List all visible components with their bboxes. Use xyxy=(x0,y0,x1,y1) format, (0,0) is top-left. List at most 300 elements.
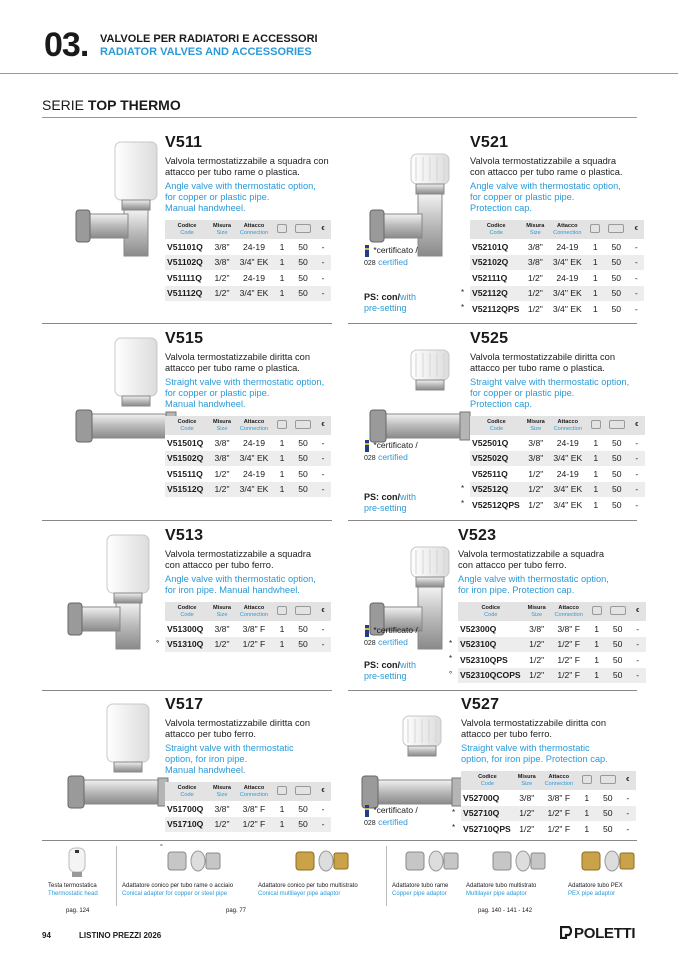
product-code: * V52310Q xyxy=(458,637,524,653)
size: 3/8" xyxy=(209,239,235,255)
box-icon xyxy=(582,775,592,784)
price-list-label: LISTINO PREZZI 2026 xyxy=(79,931,162,940)
col-pack-carton xyxy=(291,416,315,435)
carton-qty: 50 xyxy=(291,621,315,637)
carton-qty: 50 xyxy=(605,435,629,451)
col-connection: Attacco Connection xyxy=(235,220,273,239)
code-marker: * xyxy=(452,807,456,817)
table-row xyxy=(165,482,331,498)
table-row xyxy=(165,255,331,271)
price: - xyxy=(315,270,331,286)
carton-qty: 50 xyxy=(606,637,630,653)
product-table xyxy=(461,416,645,513)
size: 3/8" xyxy=(522,255,548,271)
table-row xyxy=(458,652,646,668)
description-en: Angle valve with thermostatic option, for iron pipe. Manual handwheel. xyxy=(165,574,316,595)
col-price: € xyxy=(315,782,331,801)
connection: 24-19 xyxy=(235,435,273,451)
product-title: V515 xyxy=(165,330,204,347)
adaptor-image xyxy=(164,846,224,881)
col-price: € xyxy=(620,771,636,790)
price: - xyxy=(630,621,646,637)
product-title: V527 xyxy=(461,696,500,713)
carton-icon xyxy=(295,224,311,233)
certified-note: *certificato / 028 certified xyxy=(364,245,418,267)
col-pack-carton xyxy=(291,602,315,621)
accessory-label: Adattatore conico per tubo rame o acciaio Conical adapter for copper or steel pipe xyxy=(122,883,234,897)
connection: 24-19 xyxy=(548,270,586,286)
product-code: * V52512Q xyxy=(470,482,523,498)
col-pack-box xyxy=(273,602,291,621)
product-code: V52101Q xyxy=(470,239,522,255)
pack-qty: 1 xyxy=(587,435,605,451)
col-price: € xyxy=(315,416,331,435)
certified-note: *certificato / 028 certified xyxy=(364,440,418,462)
thermostatic-head-image xyxy=(66,846,88,883)
product-code: * V52112QPS xyxy=(470,301,522,317)
carton-qty: 50 xyxy=(291,637,315,653)
description-it: Valvola termostatizzabile a squadra con attacco per tubo rame o plastica. xyxy=(470,156,623,177)
price: - xyxy=(315,482,331,498)
pack-qty: 1 xyxy=(587,497,605,513)
description-it: Valvola termostatizzabile diritta con attacco per tubo rame o plastica. xyxy=(165,352,311,373)
product-code: * V52512QPS xyxy=(470,497,523,513)
code-marker: * xyxy=(452,823,456,832)
product-table xyxy=(461,220,644,317)
code-marker: * xyxy=(461,287,465,297)
product-code: V51111Q xyxy=(165,270,209,286)
price: - xyxy=(315,286,331,302)
carton-qty: 50 xyxy=(291,482,315,498)
connection: 3/4" EK xyxy=(549,497,587,513)
presetting-note: PS: con/with pre-setting xyxy=(364,660,417,681)
product-code: V52700Q xyxy=(461,790,514,806)
carton-qty: 50 xyxy=(291,270,315,286)
carton-qty: 50 xyxy=(605,482,629,498)
price: - xyxy=(630,668,646,684)
section-divider xyxy=(42,840,637,841)
price: - xyxy=(628,255,644,271)
pack-qty: 1 xyxy=(586,301,604,317)
col-pack-box xyxy=(273,782,291,801)
col-code: Codice Code xyxy=(165,220,209,239)
section-divider xyxy=(348,690,637,691)
pack-qty: 1 xyxy=(273,817,291,833)
carton-qty: 50 xyxy=(606,652,630,668)
carton-qty: 50 xyxy=(291,451,315,467)
price: - xyxy=(620,821,636,837)
carton-qty: 50 xyxy=(291,817,315,833)
description-it: Valvola termostatizzabile a squadra con attacco per tubo ferro. xyxy=(458,549,605,570)
carton-qty: 50 xyxy=(291,255,315,271)
box-icon xyxy=(277,420,287,429)
pack-qty: 1 xyxy=(273,466,291,482)
connection: 24-19 xyxy=(235,270,273,286)
product-code: V51700Q xyxy=(165,801,209,817)
col-pack-carton xyxy=(606,602,630,621)
table-row xyxy=(470,482,645,498)
product-title: V517 xyxy=(165,696,204,713)
carton-icon xyxy=(600,775,616,784)
size: 1/2" xyxy=(209,466,235,482)
pack-qty: 1 xyxy=(586,286,604,302)
pack-qty: 1 xyxy=(588,668,606,684)
price: - xyxy=(630,637,646,653)
price: - xyxy=(628,239,644,255)
description-en: Straight valve with thermostatic option, for iron pipe. Protection cap. xyxy=(461,743,608,764)
box-icon xyxy=(592,606,602,615)
accessory-divider xyxy=(116,846,117,906)
product-table xyxy=(449,602,646,683)
chapter-title-en: RADIATOR VALVES AND ACCESSORIES xyxy=(100,46,312,58)
page-reference: pag. 77 xyxy=(226,908,247,914)
carton-icon xyxy=(609,420,625,429)
price: - xyxy=(629,466,645,482)
pack-qty: 1 xyxy=(273,637,291,653)
table-row xyxy=(461,790,636,806)
product-code: V51710Q xyxy=(165,817,209,833)
col-pack-box xyxy=(587,416,605,435)
certificate-icon xyxy=(364,625,371,637)
table-row xyxy=(165,286,331,302)
product-code: V51300Q xyxy=(165,621,209,637)
certificate-icon xyxy=(364,805,371,817)
table-row xyxy=(458,668,646,684)
size: 1/2" xyxy=(524,668,550,684)
pack-qty: 1 xyxy=(273,801,291,817)
description-en: Angle valve with thermostatic option, for copper or plastic pipe. Protection cap. xyxy=(470,181,621,213)
col-pack-carton xyxy=(291,782,315,801)
col-code: Codice Code xyxy=(461,771,514,790)
description-it: Valvola termostatizzabile a squadra con attacco per tubo ferro. xyxy=(165,549,312,570)
carton-qty: 50 xyxy=(606,621,630,637)
connection: 3/4" EK xyxy=(235,255,273,271)
code-marker: ° xyxy=(449,669,453,679)
accessory-marker: ° xyxy=(160,844,163,851)
col-size: Misura Size xyxy=(209,602,235,621)
pack-qty: 1 xyxy=(273,255,291,271)
col-pack-box xyxy=(273,220,291,239)
connection: 24-19 xyxy=(235,466,273,482)
col-size: Misura Size xyxy=(209,220,235,239)
carton-qty: 50 xyxy=(291,286,315,302)
accessory-divider xyxy=(386,846,387,906)
connection: 3/4" EK xyxy=(235,451,273,467)
size: 3/8" xyxy=(209,801,235,817)
product-code: V51112Q xyxy=(165,286,209,302)
col-price: € xyxy=(628,220,644,239)
code-marker: * xyxy=(449,638,453,648)
price: - xyxy=(628,301,644,317)
price: - xyxy=(315,466,331,482)
price: - xyxy=(629,451,645,467)
valve-image xyxy=(70,336,180,461)
connection: 3/4" EK xyxy=(548,301,586,317)
price: - xyxy=(630,652,646,668)
code-marker: ° xyxy=(156,638,160,648)
connection: 3/8" F xyxy=(540,790,578,806)
page-number: 94 xyxy=(42,931,51,940)
brand-logo: POLETTI xyxy=(560,925,635,942)
size: 1/2" xyxy=(209,286,235,302)
carton-icon xyxy=(608,224,624,233)
pack-qty: 1 xyxy=(273,435,291,451)
size: 1/2" xyxy=(209,817,235,833)
price: - xyxy=(628,270,644,286)
box-icon xyxy=(277,224,287,233)
carton-qty: 50 xyxy=(604,239,628,255)
connection: 3/4" EK xyxy=(549,482,587,498)
price: - xyxy=(315,435,331,451)
connection: 1/2" F xyxy=(235,817,273,833)
carton-qty: 50 xyxy=(604,270,628,286)
pack-qty: 1 xyxy=(273,270,291,286)
product-title: V523 xyxy=(458,527,497,544)
col-size: Misura Size xyxy=(209,782,235,801)
pack-qty: 1 xyxy=(586,270,604,286)
carton-qty: 50 xyxy=(605,466,629,482)
size: 1/2" xyxy=(523,482,549,498)
carton-icon xyxy=(610,606,626,615)
box-icon xyxy=(277,606,287,615)
price: - xyxy=(629,482,645,498)
carton-qty: 50 xyxy=(605,451,629,467)
col-price: € xyxy=(315,220,331,239)
col-size: Misura Size xyxy=(523,416,549,435)
carton-qty: 50 xyxy=(604,255,628,271)
adaptor-image xyxy=(489,846,549,881)
size: 1/2" xyxy=(524,637,550,653)
carton-qty: 50 xyxy=(596,821,620,837)
size: 1/2" xyxy=(209,637,235,653)
price: - xyxy=(629,497,645,513)
description-en: Straight valve with thermostatic option, for copper or plastic pipe. Protection cap. xyxy=(470,377,630,409)
presetting-note: PS: con/with pre-setting xyxy=(364,492,417,513)
pack-qty: 1 xyxy=(587,482,605,498)
table-row xyxy=(165,801,331,817)
carton-qty: 50 xyxy=(291,239,315,255)
product-code: V52501Q xyxy=(470,435,523,451)
price: - xyxy=(628,286,644,302)
presetting-note: PS: con/with pre-setting xyxy=(364,292,417,313)
pack-qty: 1 xyxy=(273,451,291,467)
product-code: V52300Q xyxy=(458,621,524,637)
accessory-label: Adattatore tubo rame Copper pipe adaptor xyxy=(392,883,449,897)
table-row xyxy=(458,621,646,637)
table-row xyxy=(470,435,645,451)
adaptor-image xyxy=(402,846,462,881)
size: 1/2" xyxy=(209,270,235,286)
series-divider xyxy=(42,117,637,118)
description-en: Angle valve with thermostatic option, for copper or plastic pipe. Manual handwheel. xyxy=(165,181,316,213)
carton-qty: 50 xyxy=(291,466,315,482)
size: 3/8" xyxy=(209,255,235,271)
connection: 3/4" EK xyxy=(235,482,273,498)
certified-note: *certificato / 028 certified xyxy=(364,625,418,647)
certified-note: *certificato / 028 certified xyxy=(364,805,418,827)
table-row xyxy=(165,817,331,833)
pack-qty: 1 xyxy=(586,239,604,255)
adaptor-image xyxy=(292,846,352,881)
connection: 3/4" EK xyxy=(548,286,586,302)
price: - xyxy=(315,801,331,817)
table-row xyxy=(470,451,645,467)
page-reference: pag. 124 xyxy=(66,908,90,914)
col-price: € xyxy=(629,416,645,435)
section-divider xyxy=(42,520,332,521)
connection: 3/8" F xyxy=(235,621,273,637)
price: - xyxy=(315,239,331,255)
table-row xyxy=(165,451,331,467)
product-code: * V52112Q xyxy=(470,286,522,302)
product-table xyxy=(165,416,331,497)
col-connection: Attacco Connection xyxy=(548,220,586,239)
connection: 1/2" F xyxy=(550,668,588,684)
table-row xyxy=(461,806,636,822)
table-row xyxy=(165,435,331,451)
page-reference: pag. 140 - 141 - 142 xyxy=(478,908,533,914)
description-it: Valvola termostatizzabile a squadra con attacco per tubo rame o plastica. xyxy=(165,156,329,177)
connection: 24-19 xyxy=(548,239,586,255)
header-divider xyxy=(0,73,678,74)
size: 1/2" xyxy=(522,301,548,317)
box-icon xyxy=(590,224,600,233)
table-row xyxy=(470,466,645,482)
accessory-label: Adattatore tubo multistrato Multilayer pipe adaptor xyxy=(466,883,537,897)
product-table xyxy=(165,782,331,832)
product-code: * V52310QPS xyxy=(458,652,524,668)
col-code: Codice Code xyxy=(165,602,209,621)
col-code: Codice Code xyxy=(470,220,522,239)
carton-qty: 50 xyxy=(596,806,620,822)
product-code: * V52710QPS xyxy=(461,821,514,837)
size: 1/2" xyxy=(514,806,540,822)
product-table xyxy=(452,771,636,837)
carton-icon xyxy=(295,606,311,615)
section-divider xyxy=(348,520,637,521)
valve-image xyxy=(62,702,172,827)
size: 1/2" xyxy=(522,286,548,302)
col-size: Misura Size xyxy=(522,220,548,239)
col-code: Codice Code xyxy=(458,602,524,621)
accessory-label: Testa termostatica Thermostatic head xyxy=(48,883,98,897)
section-divider xyxy=(348,323,637,324)
table-row xyxy=(470,255,644,271)
logo-mark-icon xyxy=(560,926,574,939)
size: 3/8" xyxy=(522,239,548,255)
size: 3/8" xyxy=(209,451,235,467)
pack-qty: 1 xyxy=(588,637,606,653)
price: - xyxy=(620,806,636,822)
connection: 1/2" F xyxy=(540,806,578,822)
price: - xyxy=(315,817,331,833)
pack-qty: 1 xyxy=(587,466,605,482)
connection: 24-19 xyxy=(549,466,587,482)
product-code: ° V52310QCOPS xyxy=(458,668,524,684)
adaptor-image xyxy=(578,846,638,881)
price: - xyxy=(315,637,331,653)
carton-icon xyxy=(295,786,311,795)
connection: 3/4" EK xyxy=(548,255,586,271)
product-code: V51501Q xyxy=(165,435,209,451)
product-title: V511 xyxy=(165,134,203,151)
product-code: ° V51310Q xyxy=(165,637,209,653)
valve-image xyxy=(70,140,180,265)
pack-qty: 1 xyxy=(587,451,605,467)
connection: 3/4" EK xyxy=(235,286,273,302)
product-code: V52502Q xyxy=(470,451,523,467)
certificate-icon xyxy=(364,245,371,257)
carton-qty: 50 xyxy=(606,668,630,684)
pack-qty: 1 xyxy=(273,286,291,302)
size: 1/2" xyxy=(209,482,235,498)
size: 3/8" xyxy=(523,435,549,451)
col-pack-box xyxy=(586,220,604,239)
size: 3/8" xyxy=(523,451,549,467)
col-code: Codice Code xyxy=(165,416,209,435)
table-row xyxy=(165,637,331,653)
connection: 3/8" F xyxy=(550,621,588,637)
chapter-number: 03. xyxy=(44,26,89,64)
col-price: € xyxy=(630,602,646,621)
connection: 1/2" F xyxy=(235,637,273,653)
pack-qty: 1 xyxy=(588,652,606,668)
description-en: Straight valve with thermostatic option, for copper or plastic pipe. Manual handwheel. xyxy=(165,377,325,409)
carton-qty: 50 xyxy=(291,435,315,451)
product-code: V51511Q xyxy=(165,466,209,482)
col-code: Codice Code xyxy=(165,782,209,801)
code-marker: * xyxy=(461,499,465,508)
col-size: Misura Size xyxy=(524,602,550,621)
description-it: Valvola termostatizzabile diritta con attacco per tubo rame o plastica. xyxy=(470,352,616,373)
col-size: Misura Size xyxy=(209,416,235,435)
price: - xyxy=(315,621,331,637)
table-row xyxy=(470,497,645,513)
carton-qty: 50 xyxy=(604,301,628,317)
carton-icon xyxy=(295,420,311,429)
col-pack-box xyxy=(588,602,606,621)
pack-qty: 1 xyxy=(588,621,606,637)
carton-qty: 50 xyxy=(291,801,315,817)
col-connection: Attacco Connection xyxy=(540,771,578,790)
col-pack-carton xyxy=(291,220,315,239)
col-connection: Attacco Connection xyxy=(549,416,587,435)
col-pack-box xyxy=(578,771,596,790)
pack-qty: 1 xyxy=(273,239,291,255)
pack-qty: 1 xyxy=(586,255,604,271)
product-table xyxy=(156,602,331,652)
product-code: V51101Q xyxy=(165,239,209,255)
col-connection: Attacco Connection xyxy=(235,782,273,801)
table-row xyxy=(165,621,331,637)
table-row xyxy=(165,270,331,286)
size: 3/8" xyxy=(524,621,550,637)
price: - xyxy=(315,451,331,467)
size: 3/8" xyxy=(209,435,235,451)
size: 3/8" xyxy=(514,790,540,806)
table-row xyxy=(461,821,636,837)
box-icon xyxy=(591,420,601,429)
product-code: V52102Q xyxy=(470,255,522,271)
price: - xyxy=(620,790,636,806)
code-marker: * xyxy=(461,483,465,493)
table-row xyxy=(458,637,646,653)
connection: 1/2" F xyxy=(550,652,588,668)
product-title: V513 xyxy=(165,527,204,544)
col-code: Codice Code xyxy=(470,416,523,435)
connection: 1/2" F xyxy=(550,637,588,653)
description-en: Angle valve with thermostatic option, for iron pipe. Protection cap. xyxy=(458,574,609,595)
